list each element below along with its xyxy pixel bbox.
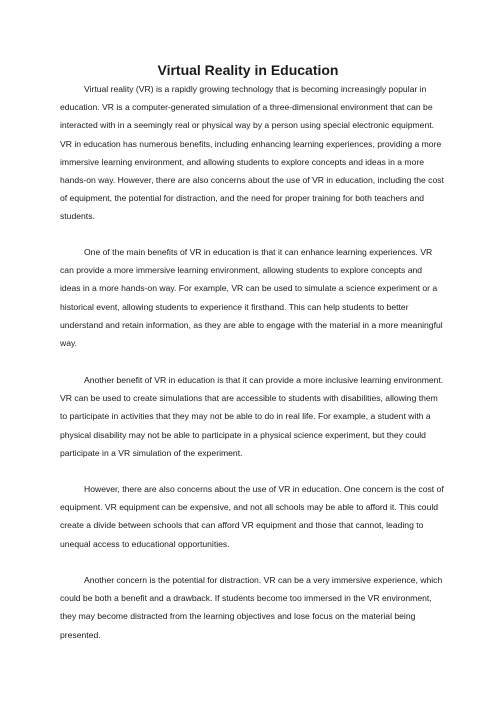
paragraph-2: One of the main benefits of VR in education is that it can enhance learning experiences. VR can provide a more immersive learning environment, allowing students to explore concepts and ideas in a more hands-on way. For example, VR can be used to simulate a science experiment or a historical event, allowing students to experience it firsthand. This can help students to better understand and retain information, as they are able to engage with the material in a more meaningful way. xyxy=(60,247,443,349)
paragraph-3: Another benefit of VR in education is that it can provide a more inclusive learning environment. VR can be used to create simulations that are accessible to students with disabilities, allowing them to participate in activities that they may not be able to do in real life. For example, a student with a physical disability may not be able to participate in a physical science experiment, but they could participate in a VR simulation of the experiment. xyxy=(60,375,444,458)
paragraph-5: Another concern is the potential for distraction. VR can be a very immersive experience, which could be both a benefit and a drawback. If students become too immersed in the VR environment, they may become distracted from the learning objectives and lose focus on the material being presented. xyxy=(60,575,443,640)
paragraph-4: However, there are also concerns about the use of VR in education. One concern is the cost of equipment. VR equipment can be expensive, and not all schools may be able to afford it. This could create a divide between schools that can afford VR equipment and those that cannot, leading to unequal access to educational opportunities. xyxy=(60,484,444,549)
paragraph-1: Virtual reality (VR) is a rapidly growing technology that is becoming increasingly popular in education. VR is a computer-generated simulation of a three-dimensional environment that can be interacted with in a seemingly real or physical way by a person using special electronic equipment. VR in education has numerous benefits, including enhancing learning experiences, providing a more immersive learning environment, and allowing students to explore concepts and ideas in a more hands-on way. However, there are also concerns about the use of VR in education, including the cost of equipment, the potential for distraction, and the need for proper training for both teachers and students. xyxy=(60,84,444,222)
document-title: Virtual Reality in Education xyxy=(157,62,339,78)
